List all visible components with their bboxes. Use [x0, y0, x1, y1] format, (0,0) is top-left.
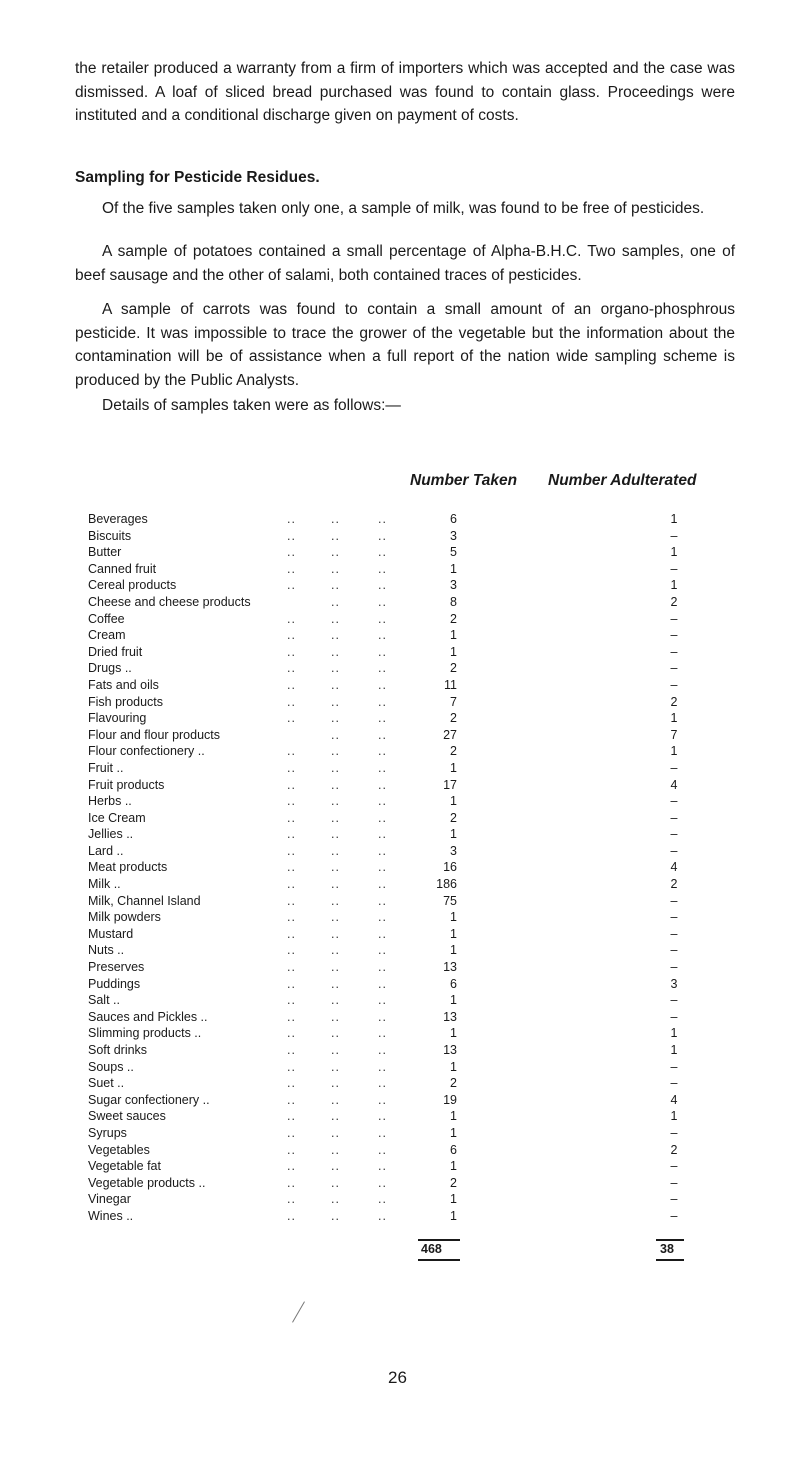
- column-header-number-adulterated: Number Adulterated: [548, 472, 697, 489]
- row-number-adulterated: –: [670, 960, 678, 975]
- row-number-taken: 2: [450, 1076, 457, 1091]
- row-category: Cheese and cheese products: [88, 594, 251, 609]
- row-number-adulterated: –: [670, 661, 678, 676]
- row-number-adulterated: –: [670, 1192, 678, 1207]
- row-category: Drugs ..: [88, 661, 132, 676]
- section-heading: Sampling for Pesticide Residues.: [75, 169, 320, 186]
- row-number-adulterated: –: [670, 843, 678, 858]
- row-number-taken: 3: [450, 578, 457, 593]
- row-category: Vegetables: [88, 1142, 150, 1157]
- row-number-adulterated: 2: [670, 1142, 678, 1157]
- row-number-adulterated: –: [670, 926, 678, 941]
- row-number-adulterated: 4: [670, 1092, 678, 1107]
- row-number-adulterated: –: [670, 827, 678, 842]
- row-category: Soups ..: [88, 1059, 134, 1074]
- row-category: Beverages: [88, 512, 148, 526]
- row-number-taken: 1: [450, 926, 457, 941]
- row-number-taken: 1: [450, 1192, 457, 1207]
- row-number-adulterated: 7: [670, 727, 678, 742]
- row-category: Wines ..: [88, 1208, 134, 1223]
- table-row: Soups .. .. .. .. 1 –: [0, 1059, 800, 1076]
- row-number-adulterated: 2: [670, 694, 678, 709]
- table-row: Milk powders .. .. .. 1 –: [0, 909, 800, 926]
- row-number-taken: 6: [450, 512, 457, 526]
- table-row: Salt .. .. .. .. 1 –: [0, 992, 800, 1009]
- table-row: Dried fruit .. .. .. 1 –: [0, 644, 800, 661]
- total-underline-taken: [418, 1259, 460, 1261]
- table-row: Flour confectionery .. .. .. .. 2 1: [0, 743, 800, 760]
- row-category: Vinegar: [88, 1192, 131, 1207]
- table-row: Drugs .. .. .. .. 2 –: [0, 660, 800, 677]
- table-row: Vinegar .. .. .. 1 –: [0, 1191, 800, 1208]
- table-row: Fish products .. .. .. 7 2: [0, 694, 800, 711]
- table-row: Wines .. .. .. .. 1 –: [0, 1208, 800, 1225]
- row-category: Vegetable fat: [88, 1159, 161, 1174]
- row-number-taken: 2: [450, 711, 457, 726]
- row-number-adulterated: –: [670, 628, 678, 643]
- row-number-taken: 3: [450, 528, 457, 543]
- row-number-adulterated: –: [670, 1175, 678, 1190]
- row-number-taken: 6: [450, 976, 457, 991]
- row-category: Flour confectionery ..: [88, 744, 205, 759]
- table-row: Fruit products .. .. .. 17 4: [0, 777, 800, 794]
- row-number-adulterated: –: [670, 611, 678, 626]
- row-category: Ice Cream: [88, 810, 146, 825]
- row-number-adulterated: 1: [670, 711, 678, 726]
- row-number-adulterated: 4: [670, 777, 678, 792]
- paragraph-potatoes: A sample of potatoes contained a small percentage of Alpha-B.H.C. Two samples, one of beef sausage and the other of salami, both contained traces of pesticides.: [75, 243, 735, 284]
- row-category: Preserves: [88, 960, 145, 975]
- row-number-taken: 2: [450, 810, 457, 825]
- row-number-adulterated: –: [670, 760, 678, 775]
- table-row: Coffee .. .. .. 2 –: [0, 611, 800, 628]
- row-category: Puddings: [88, 976, 141, 991]
- row-category: Biscuits: [88, 528, 132, 543]
- table-row: Canned fruit .. .. .. 1 –: [0, 561, 800, 578]
- row-category: Fruit ..: [88, 760, 124, 775]
- row-number-adulterated: –: [670, 1125, 678, 1140]
- row-number-taken: 19: [443, 1092, 457, 1107]
- table-row: Ice Cream .. .. .. 2 –: [0, 810, 800, 827]
- row-number-taken: 17: [443, 777, 457, 792]
- table-row: Puddings .. .. .. 6 3: [0, 976, 800, 993]
- row-number-taken: 16: [443, 860, 457, 875]
- row-number-adulterated: –: [670, 677, 678, 692]
- table-row: Fruit .. .. .. .. 1 –: [0, 760, 800, 777]
- row-number-taken: 2: [450, 744, 457, 759]
- row-number-adulterated: –: [670, 1059, 678, 1074]
- table-row: Cereal products .. .. .. 3 1: [0, 577, 800, 594]
- table-row: Lard .. .. .. .. 3 –: [0, 843, 800, 860]
- row-category: Fats and oils: [88, 677, 159, 692]
- row-number-taken: 27: [443, 727, 457, 742]
- row-number-adulterated: –: [670, 1076, 678, 1091]
- row-category: Slimming products ..: [88, 1026, 202, 1041]
- row-category: Flour and flour products: [88, 727, 221, 742]
- row-category: Coffee: [88, 611, 125, 626]
- row-category: Canned fruit: [88, 561, 157, 576]
- table-row: Milk, Channel Island .. .. .. 75 –: [0, 893, 800, 910]
- total-adulterated: 38: [660, 1242, 674, 1256]
- table-row: Beverages .. .. .. 6 1: [0, 511, 800, 528]
- row-number-taken: 1: [450, 943, 457, 958]
- row-category: Herbs ..: [88, 794, 132, 809]
- page-number: 26: [388, 1368, 407, 1387]
- row-number-adulterated: –: [670, 1009, 678, 1024]
- row-category: Sweet sauces: [88, 1109, 166, 1124]
- row-number-adulterated: 1: [670, 578, 678, 593]
- column-header-number-taken: Number Taken: [410, 472, 518, 489]
- row-number-adulterated: –: [670, 1208, 678, 1223]
- table-row: Cheese and cheese products .. .. 8 2: [0, 594, 800, 611]
- row-number-adulterated: 2: [670, 594, 678, 609]
- row-number-adulterated: –: [670, 810, 678, 825]
- row-number-taken: 1: [450, 628, 457, 643]
- row-number-taken: 1: [450, 561, 457, 576]
- row-number-adulterated: –: [670, 993, 678, 1008]
- row-number-taken: 2: [450, 611, 457, 626]
- row-number-adulterated: –: [670, 893, 678, 908]
- total-taken: 468: [421, 1242, 442, 1256]
- total-rule-adulterated: [656, 1239, 684, 1241]
- table-row: Fats and oils .. .. .. 11 –: [0, 677, 800, 694]
- table-row: Slimming products .. .. .. .. 1 1: [0, 1025, 800, 1042]
- row-number-taken: 1: [450, 910, 457, 925]
- row-number-taken: 3: [450, 843, 457, 858]
- table-row: Sweet sauces .. .. .. 1 1: [0, 1108, 800, 1125]
- row-category: Milk ..: [88, 877, 121, 892]
- row-number-taken: 11: [444, 677, 457, 692]
- table-row: Meat products .. .. .. 16 4: [0, 859, 800, 876]
- row-number-taken: 1: [450, 1208, 457, 1223]
- table-row: Mustard .. .. .. 1 –: [0, 926, 800, 943]
- row-category: Suet ..: [88, 1076, 125, 1091]
- table-row: Butter .. .. .. 5 1: [0, 544, 800, 561]
- table-row: Cream .. .. .. 1 –: [0, 627, 800, 644]
- total-underline-adulterated: [656, 1259, 684, 1261]
- row-number-taken: 2: [450, 1175, 457, 1190]
- row-category: Mustard: [88, 926, 134, 941]
- row-category: Nuts ..: [88, 943, 125, 958]
- pen-mark: [292, 1301, 305, 1322]
- row-category: Sauces and Pickles ..: [88, 1009, 208, 1024]
- row-number-adulterated: –: [670, 943, 678, 958]
- table-row: Suet .. .. .. .. 2 –: [0, 1075, 800, 1092]
- row-number-taken: 1: [450, 1109, 457, 1124]
- table-row: Jellies .. .. .. .. 1 –: [0, 826, 800, 843]
- row-number-adulterated: 1: [670, 1109, 678, 1124]
- row-category: Lard ..: [88, 843, 124, 858]
- row-category: Flavouring: [88, 711, 147, 726]
- table-row: Preserves .. .. .. 13 –: [0, 959, 800, 976]
- table-row: Vegetable products .. .. .. .. 2 –: [0, 1175, 800, 1192]
- table-row: Flavouring .. .. .. 2 1: [0, 710, 800, 727]
- row-category: Soft drinks: [88, 1043, 148, 1057]
- row-category: Vegetable products ..: [88, 1175, 206, 1190]
- table-row: Flour and flour products .. .. 27 7: [0, 727, 800, 744]
- table-row: Vegetable fat .. .. .. 1 –: [0, 1158, 800, 1175]
- row-number-taken: 5: [450, 545, 457, 560]
- row-category: Fruit products: [88, 777, 165, 792]
- row-category: Milk powders: [88, 910, 161, 925]
- row-number-taken: 8: [450, 594, 457, 609]
- row-number-adulterated: –: [670, 644, 678, 659]
- row-category: Fish products: [88, 694, 164, 709]
- table-row: Vegetables .. .. .. 6 2: [0, 1142, 800, 1159]
- row-number-adulterated: 1: [670, 744, 678, 759]
- samples-table: [0, 511, 800, 1225]
- row-number-adulterated: –: [670, 794, 678, 809]
- row-number-taken: 13: [443, 1043, 457, 1057]
- row-number-taken: 1: [450, 644, 457, 659]
- table-row: Syrups .. .. .. 1 –: [0, 1125, 800, 1142]
- row-number-adulterated: 1: [670, 545, 678, 560]
- row-number-taken: 2: [450, 661, 457, 676]
- row-number-adulterated: 3: [670, 976, 678, 991]
- row-number-taken: 6: [450, 1142, 457, 1157]
- row-category: Sugar confectionery ..: [88, 1092, 210, 1107]
- table-row: Sauces and Pickles .. .. .. .. 13 –: [0, 1009, 800, 1026]
- row-number-taken: 1: [450, 993, 457, 1008]
- row-category: Jellies ..: [88, 827, 134, 842]
- row-number-adulterated: 1: [670, 1043, 678, 1057]
- row-number-taken: 186: [436, 877, 457, 892]
- row-number-taken: 1: [450, 1159, 457, 1174]
- table-row: Biscuits .. .. .. 3 –: [0, 528, 800, 545]
- row-category: Butter: [88, 545, 122, 560]
- row-number-taken: 1: [450, 794, 457, 809]
- row-category: Milk, Channel Island: [88, 893, 201, 908]
- row-category: Meat products: [88, 860, 168, 875]
- row-category: Dried fruit: [88, 644, 143, 659]
- total-rule-taken: [418, 1239, 460, 1241]
- row-number-adulterated: 1: [670, 1026, 678, 1041]
- row-category: Cream: [88, 628, 126, 643]
- row-number-taken: 7: [450, 694, 457, 709]
- row-number-taken: 1: [450, 1125, 457, 1140]
- details-intro: Details of samples taken were as follows:—: [102, 397, 401, 414]
- intro-paragraph: the retailer produced a warranty from a firm of importers which was accepted and the case was dismissed. A loaf of sliced bread purchased was found to contain glass. Proceedings were instituted and a conditional discharge given on payment of costs.: [75, 60, 735, 124]
- row-category: Salt ..: [88, 993, 120, 1008]
- row-number-adulterated: 4: [670, 860, 678, 875]
- table-row: Milk .. .. .. .. 186 2: [0, 876, 800, 893]
- row-category: Cereal products: [88, 578, 177, 593]
- paragraph-five-samples: Of the five samples taken only one, a sample of milk, was found to be free of pesticides.: [102, 200, 705, 217]
- table-row: Soft drinks .. .. .. 13 1: [0, 1042, 800, 1059]
- row-number-adulterated: –: [670, 910, 678, 925]
- row-number-taken: 13: [443, 1009, 457, 1024]
- row-number-taken: 1: [450, 827, 457, 842]
- row-number-adulterated: 2: [670, 877, 678, 892]
- row-category: Syrups: [88, 1125, 127, 1140]
- row-number-taken: 1: [450, 1026, 457, 1041]
- table-row: Herbs .. .. .. .. 1 –: [0, 793, 800, 810]
- table-row: Sugar confectionery .. .. .. .. 19 4: [0, 1092, 800, 1109]
- row-number-adulterated: –: [670, 528, 678, 543]
- table-row: Nuts .. .. .. .. 1 –: [0, 942, 800, 959]
- row-number-adulterated: –: [670, 1159, 678, 1174]
- row-number-adulterated: –: [670, 561, 678, 576]
- row-number-taken: 75: [443, 893, 457, 908]
- row-number-taken: 1: [450, 1059, 457, 1074]
- row-number-adulterated: 1: [670, 512, 678, 526]
- row-number-taken: 1: [450, 760, 457, 775]
- row-number-taken: 13: [443, 960, 457, 975]
- paragraph-carrots: A sample of carrots was found to contain a small amount of an organo-phosphrous pesticide. It was impossible to trace the grower of the vegetable but the information about the contamination will be of assistance when a full report of the nation wide sampling scheme is produced by the Public Analysts.: [75, 301, 735, 389]
